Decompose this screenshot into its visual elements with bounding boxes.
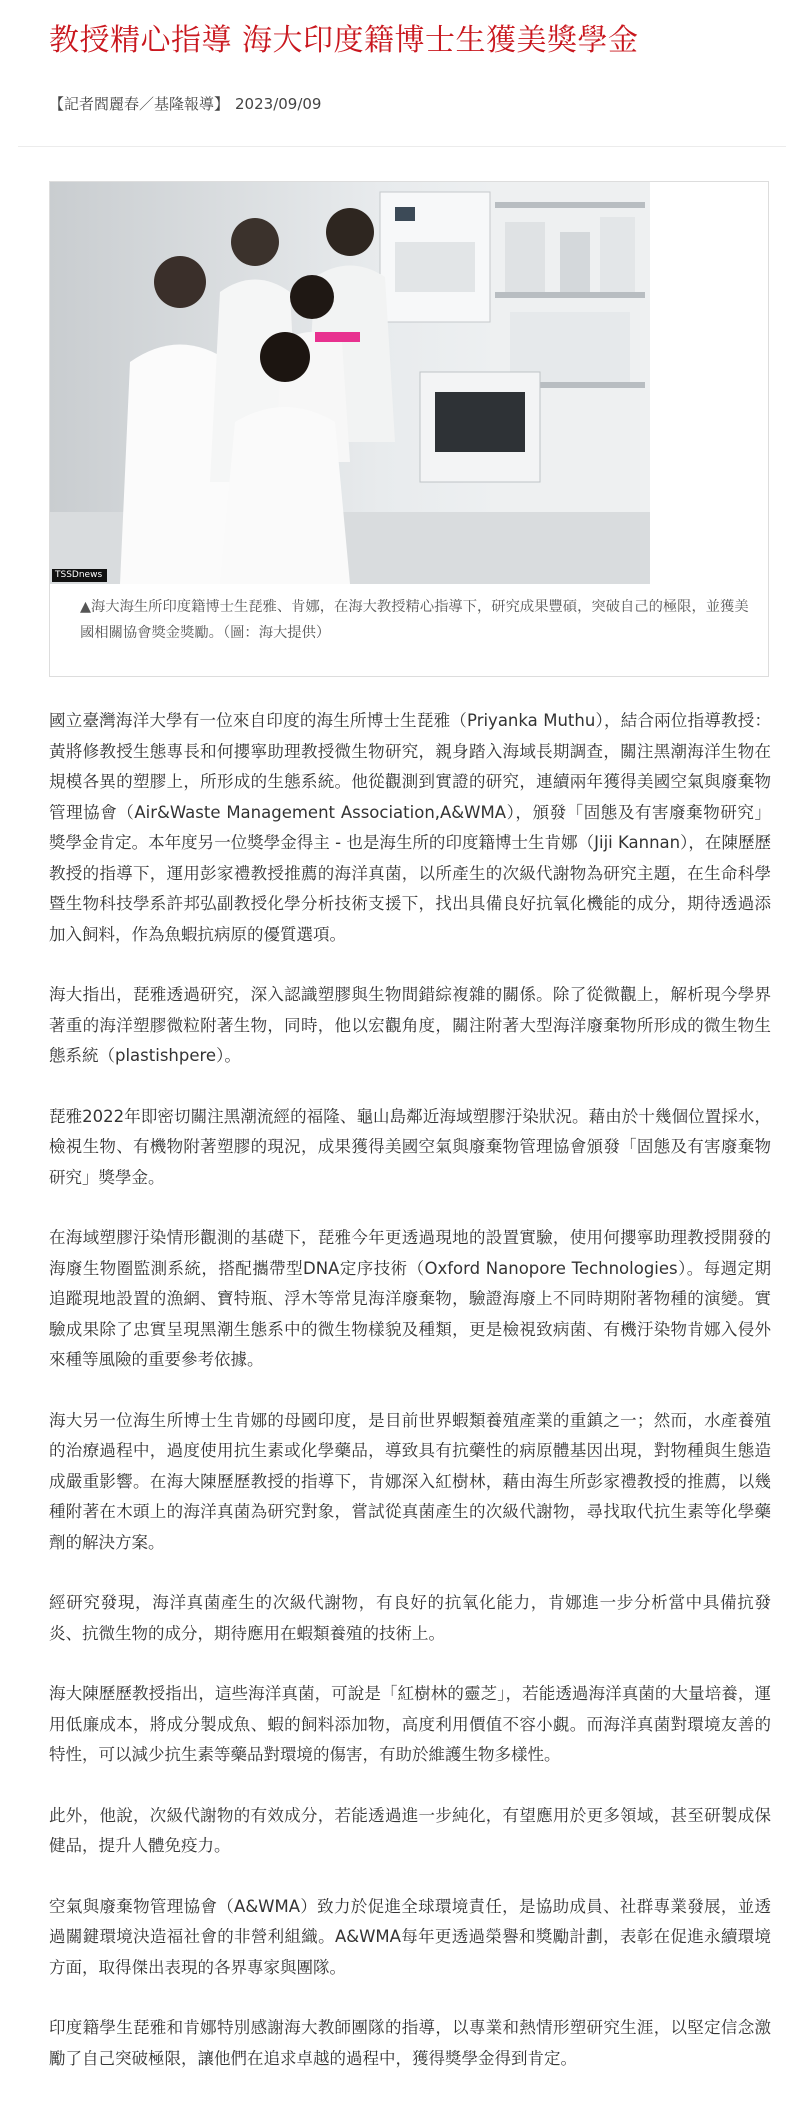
article-paragraph: 此外，他說，次級代謝物的有效成分，若能透過進一步純化，有望應用於更多領域，甚至研製成保健品，提升人體免疫力。: [49, 1805, 771, 1855]
article-paragraph: 海大指出，琵雅透過研究，深入認識塑膠與生物間錯綜複雜的關係。除了從微觀上，解析現今學界著重的海洋塑膠微粒附著生物，同時，他以宏觀角度，關注附著大型海洋廢棄物所形成的微生物生態系統（plastishpere）。: [49, 985, 771, 1065]
photo-watermark: TSSDnews: [52, 569, 107, 582]
photo-caption: ▲海大海生所印度籍博士生琵雅、肯娜，在海大教授精心指導下，研究成果豐碩，突破自己的極限，並獲美國相關協會獎金獎勵。（圖：海大提供）: [80, 599, 749, 641]
reporter-credit: 【記者閻麗春／基隆報導】: [49, 95, 230, 113]
article-paragraph: 經研究發現，海洋真菌產生的次級代謝物，有良好的抗氧化能力，肯娜進一步分析當中具備抗發炎、抗微生物的成分，期待應用在蝦類養殖的技術上。: [49, 1593, 771, 1643]
article-paragraph: 國立臺灣海洋大學有一位來自印度的海生所博士生琵雅（Priyanka Muthu），結合兩位指導教授：黃將修教授生態專長和何攖寧助理教授微生物研究，親身踏入海域長期調查，關注黑潮海洋生物在規模各異的塑膠上，所形成的生態系統。他從觀測到實證的研究，連續兩年獲得美國空氣與廢棄物管理協會（Air&Waste Management Association,A&WMA），頒發「固態及有害廢棄物研究」獎學金肯定。本年度另一位獎學金得主 - 也是海生所的印度籍博士生肯娜（Jiji Kannan），在陳歷歷教授的指導下，運用彭家禮教授推薦的海洋真菌，以所產生的次級代謝物為研究主題，在生命科學暨生物科技學系許邦弘副教授化學分析技術支援下，找出具備良好抗氧化機能的成分，期待透過添加入飼料，作為魚蝦抗病原的優質選項。: [49, 711, 771, 944]
article-paragraph: 琵雅2022年即密切關注黑潮流經的福隆、龜山島鄰近海域塑膠汙染狀況。藉由於十幾個位置採水，檢視生物、有機物附著塑膠的現況，成果獲得美國空氣與廢棄物管理協會頒發「固態及有害廢棄物研究」獎學金。: [49, 1106, 771, 1187]
article-paragraph: 海大另一位海生所博士生肯娜的母國印度，是目前世界蝦類養殖產業的重鎮之一；然而，水產養殖的治療過程中，過度使用抗生素或化學藥品，導致具有抗藥性的病原體基因出現，對物種與生態造成嚴重影響。在海大陳歷歷教授的指導下，肯娜深入紅樹林，藉由海生所彭家禮教授的推薦，以幾種附著在木頭上的海洋真菌為研究對象，嘗試從真菌產生的次級代謝物，尋找取代抗生素等化學藥劑的解決方案。: [49, 1410, 771, 1552]
article-paragraph: 印度籍學生琵雅和肯娜特別感謝海大教師團隊的指導，以專業和熱情形塑研究生涯，以堅定信念激勵了自己突破極限，讓他們在追求卓越的過程中，獲得獎學金得到肯定。: [49, 2018, 771, 2068]
article-body: [49, 706, 771, 2104]
article-paragraph: 在海域塑膠汙染情形觀測的基礎下，琵雅今年更透過現地的設置實驗，使用何攖寧助理教授開發的海廢生物圈監測系統，搭配攜帶型DNA定序技術（Oxford Nanopore Technologies）。每週定期追蹤現地設置的漁網、寶特瓶、浮木等常見海洋廢棄物，驗證海廢上不同時期附著物種的演變。實驗成果除了忠實呈現黑潮生態系中的微生物樣貌及種類，更是檢視致病菌、有機汙染物肯娜入侵外來種等風險的重要參考依據。: [49, 1228, 771, 1369]
article-paragraph: 空氣與廢棄物管理協會（A&WMA）致力於促進全球環境責任，是協助成員、社群專業發展，並透過關鍵環境決造福社會的非營利組織。A&WMA每年更透過榮譽和獎勵計劃，表彰在促進永續環境方面，取得傑出表現的各界專家與團隊。: [49, 1896, 771, 1977]
byline: [49, 93, 321, 115]
article-photo: [50, 182, 650, 584]
lab-photo-illustration: [50, 182, 650, 584]
photo-figure: [49, 181, 769, 677]
header-divider: [18, 146, 786, 147]
publish-date: 2023/09/09: [235, 95, 322, 113]
article-title: 教授精心指導 海大印度籍博士生獲美獎學金: [49, 23, 639, 58]
article-paragraph: 海大陳歷歷教授指出，這些海洋真菌，可說是「紅樹林的靈芝」，若能透過海洋真菌的大量培養，運用低廉成本，將成分製成魚、蝦的飼料添加物，高度利用價值不容小覷。而海洋真菌對環境友善的特性，可以減少抗生素等藥品對環境的傷害，有助於維護生物多樣性。: [49, 1684, 771, 1764]
